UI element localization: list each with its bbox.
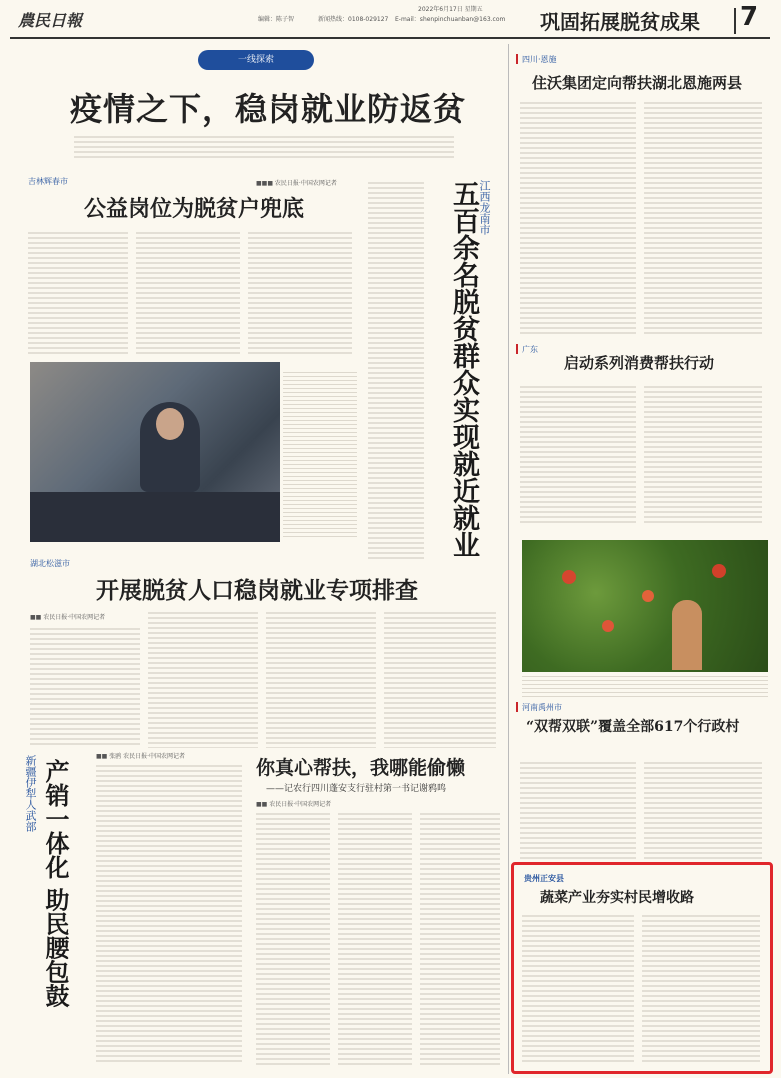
sichuan-headline: 你真心帮扶，我哪能偷懒 (256, 757, 466, 779)
photo-caption (283, 372, 357, 537)
hubei-article (14, 550, 504, 755)
feature-badge: 一线探索 (198, 50, 314, 70)
jilin-col-1 (28, 232, 128, 357)
henan-headline: “双帮双联”覆盖全部617个行政村 (526, 719, 740, 735)
xinjiang-article (14, 745, 250, 1070)
top-feature (14, 44, 502, 164)
sichuan-article (250, 745, 508, 1070)
hubei-byline: ■■ 农民日报·中国农网记者 (30, 614, 106, 621)
guizhou-headline: 蔬菜产业夯实村民增收路 (540, 890, 694, 906)
xinjiang-region: 新疆伊犁人武部 (24, 755, 37, 832)
enshi-col-2 (644, 102, 762, 334)
henan-bar (516, 702, 518, 712)
page-number: 7 (740, 2, 759, 32)
orchard-caption (522, 676, 768, 698)
hubei-col-3 (266, 612, 376, 748)
jilin-col-3 (248, 232, 352, 357)
enshi-headline: 住沃集团定向帮扶湖北恩施两县 (532, 74, 743, 92)
sichuan-col-1 (256, 813, 330, 1065)
jilin-region: 吉林辉春市 (28, 177, 68, 186)
photo-face (156, 408, 184, 440)
jilin-article (14, 170, 359, 360)
hubei-col-1 (30, 628, 140, 748)
guangdong-col-1 (520, 386, 636, 526)
photo-person (672, 600, 702, 670)
hubei-headline: 开展脱贫人口稳岗就业专项排查 (96, 577, 418, 604)
news-hotline: 新闻热线：0108-029127 (318, 16, 389, 23)
sichuan-col-2 (338, 813, 412, 1065)
photo-fruit-2 (642, 590, 654, 602)
hubei-region: 湖北松滋市 (30, 559, 70, 568)
photo-fruit-1 (562, 570, 576, 584)
jilin-headline: 公益岗位为脱贫户兜底 (84, 196, 305, 222)
guangdong-article (512, 342, 770, 532)
masthead (0, 0, 781, 40)
masthead-rule (10, 37, 770, 39)
jilin-col-2 (136, 232, 240, 357)
section-divider (734, 8, 736, 34)
feature-lead-text (74, 136, 454, 158)
contact-email: E-mail：shenpinchuanban@163.com (395, 16, 506, 23)
guangdong-headline: 启动系列消费帮扶行动 (564, 354, 715, 372)
issue-date: 2022年6月17日 星期五 (418, 6, 483, 13)
photo-table (30, 492, 280, 542)
jiangxi-col-1 (368, 182, 424, 562)
feature-headline: 疫情之下，稳岗就业防返贫 (70, 90, 467, 128)
orchard-photo (522, 540, 768, 672)
henan-col-2 (644, 762, 762, 860)
editor-credit: 编辑：陈子智 (258, 16, 295, 23)
sichuan-subhead: ——记农行四川蓬安支行驻村第一书记谢鸦鸣 (266, 784, 447, 794)
sichuan-byline: ■■ 农民日报·中国农网记者 (256, 801, 332, 808)
jilin-byline: ■■■ 农民日报·中国农网记者 (256, 180, 337, 187)
jiangxi-article (360, 170, 506, 565)
henan-region: 河南禹州市 (522, 703, 562, 712)
xinjiang-headline: 产销一体化 助民腰包鼓 (41, 759, 70, 1008)
sichuan-col-3 (420, 813, 500, 1065)
guizhou-region: 贵州正安县 (524, 874, 564, 883)
hubei-col-2 (148, 612, 258, 748)
henan-article (512, 702, 770, 862)
photo-fruit-4 (602, 620, 614, 632)
guizhou-col-2 (642, 915, 760, 1065)
xinjiang-col-1 (96, 765, 242, 1065)
jiangxi-region: 江西龙南市 (478, 180, 491, 235)
guizhou-col-1 (522, 915, 634, 1065)
enshi-region: 四川·恩施 (522, 55, 557, 64)
henan-col-1 (520, 762, 636, 860)
guangdong-col-2 (644, 386, 762, 526)
enshi-col-1 (520, 102, 636, 334)
guangdong-bar (516, 344, 518, 354)
enshi-bar (516, 54, 518, 64)
hubei-col-4 (384, 612, 496, 748)
right-column-divider (508, 44, 509, 1074)
guizhou-article-highlight[interactable] (511, 862, 773, 1074)
factory-workers-photo (30, 362, 280, 542)
photo-fruit-3 (712, 564, 726, 578)
newspaper-logo: 農民日報 (18, 11, 83, 30)
enshi-article (512, 44, 770, 340)
section-title: 巩固拓展脱贫成果 (540, 10, 700, 34)
xinjiang-byline: ■■ 张鸥 农民日报·中国农网记者 (96, 753, 186, 760)
guangdong-region: 广东 (522, 345, 538, 354)
jiangxi-headline: 五百余名脱贫群众实现就近就业 (448, 180, 479, 558)
